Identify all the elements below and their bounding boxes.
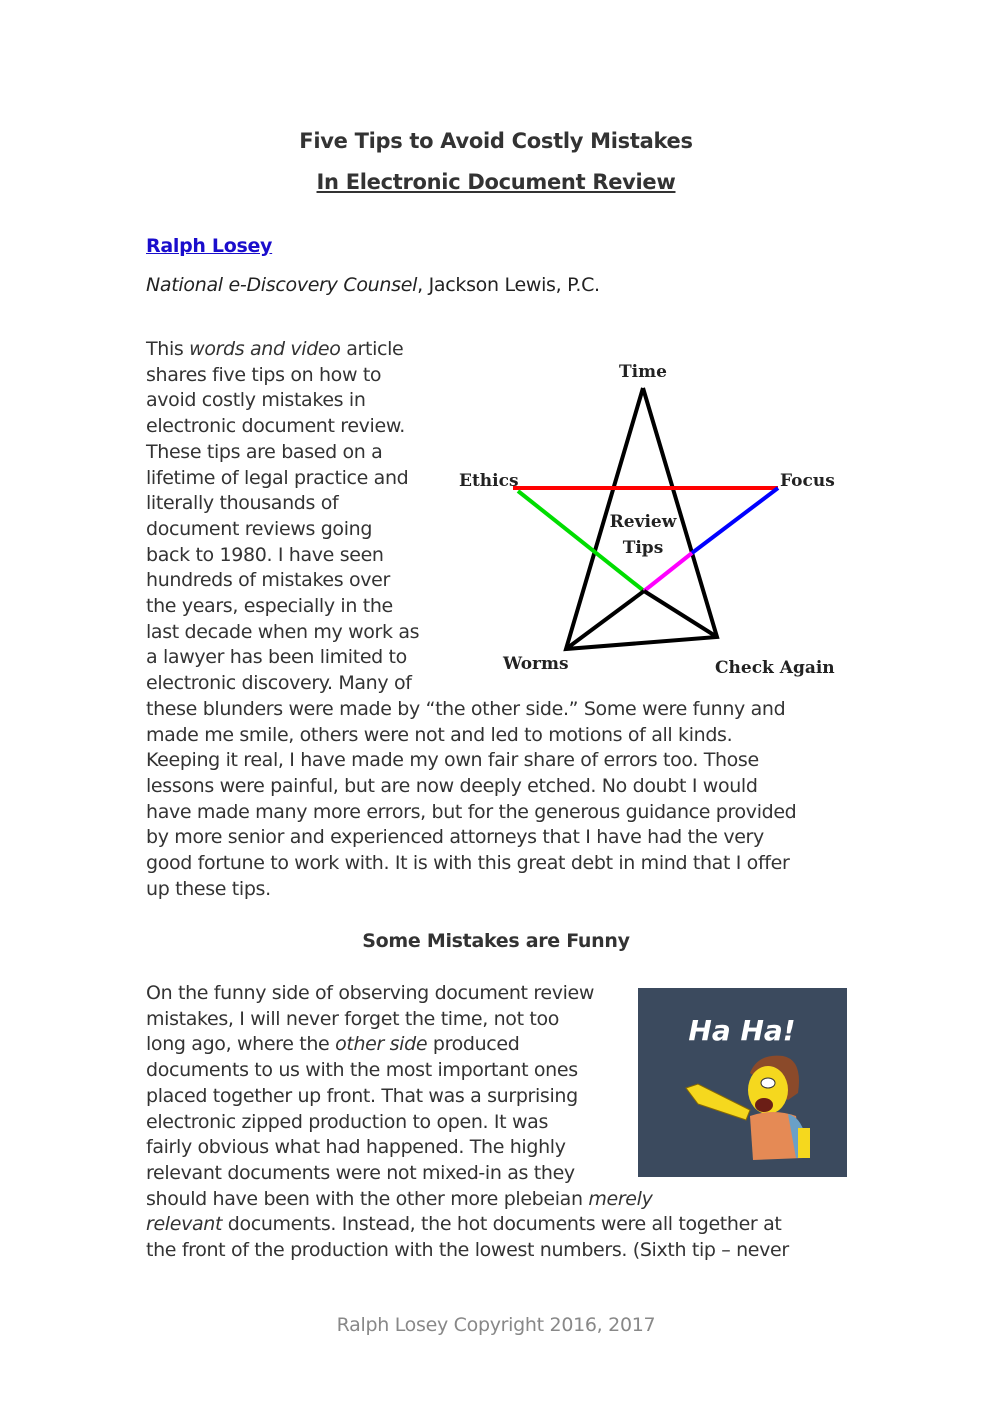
italic-phrase: words and video [189, 338, 341, 360]
text-line: document reviews going [146, 517, 373, 540]
copyright-footer: Ralph Losey Copyright 2016, 2017 [336, 1314, 656, 1336]
text-segment: documents. Instead, the hot documents were all together at [222, 1213, 782, 1236]
star-label-review: Review [609, 512, 677, 532]
text-line [146, 1187, 789, 1213]
text-line: relevant documents were not mixed-in as they [146, 1161, 575, 1184]
text-line: have made many more errors, but for the generous guidance provided [146, 800, 797, 823]
text-line: mistakes, I will never forget the time, not too [146, 1007, 560, 1030]
italic-phrase: merely [588, 1187, 653, 1210]
text-line: placed together up front. That was a surprising [146, 1084, 578, 1107]
affiliation-title: National e-Discovery Counsel [146, 274, 418, 296]
star-label-time: Time [619, 362, 667, 382]
text-line: On the funny side of observing document review [146, 982, 595, 1004]
review-tips-star-diagram [445, 345, 845, 690]
text-line: electronic document review. [146, 415, 405, 438]
text-line: These tips are based on a [146, 440, 383, 463]
text-line: by more senior and experienced attorneys that I have had the very [146, 826, 764, 849]
text-line: literally thousands of [146, 492, 339, 515]
text-line: documents to us with the most important ones [146, 1059, 578, 1082]
text-line: last decade when my work as [146, 620, 420, 643]
text-segment: article [340, 338, 404, 360]
star-label-ethics: Ethics [459, 471, 519, 491]
text-segment: produced [427, 1033, 520, 1056]
star-line-focus-segment [692, 488, 778, 553]
text-line: lessons were painful, but are now deeply etched. No doubt I would [146, 774, 758, 797]
text-line: hundreds of mistakes over [146, 569, 390, 592]
italic-phrase: other side [335, 1033, 428, 1056]
affiliation-firm: , Jackson Lewis, P.C. [417, 274, 600, 296]
star-line-worms [566, 591, 644, 649]
text-segment: This [146, 338, 190, 360]
text-line: electronic discovery. Many of [146, 672, 412, 695]
haha-cartoon-image [638, 988, 847, 1177]
text-line: back to 1980. I have seen [146, 543, 384, 566]
star-line-center-segment [644, 553, 692, 591]
text-line: electronic zipped production to open. It was [146, 1110, 548, 1133]
star-label-focus: Focus [780, 471, 835, 491]
star-label-check-again: Check Again [715, 658, 835, 678]
text-line: a lawyer has been limited to [146, 646, 407, 669]
star-label-worms: Worms [503, 654, 569, 674]
text-line: the years, especially in the [146, 595, 393, 618]
text-line: avoid costly mistakes in [146, 389, 366, 412]
section-heading: Some Mistakes are Funny [362, 930, 630, 952]
author-affiliation [146, 274, 600, 296]
text-segment: long ago, where the [146, 1033, 336, 1056]
text-line: up these tips. [146, 877, 271, 900]
italic-phrase: relevant [146, 1213, 223, 1236]
document-title: Five Tips to Avoid Costly Mistakes [299, 129, 693, 153]
document-subtitle: In Electronic Document Review [316, 170, 676, 194]
star-label-tips: Tips [622, 538, 664, 558]
text-line: the front of the production with the lowest numbers. (Sixth tip – never [146, 1239, 789, 1262]
text-line: made me smile, others were not and led to motions of all kinds. [146, 723, 733, 746]
text-line: lifetime of legal practice and [146, 466, 409, 489]
text-line [146, 1212, 789, 1238]
text-line: Keeping it real, I have made my own fair share of errors too. Those [146, 749, 759, 772]
text-segment: should have been with the other more plebeian [146, 1187, 589, 1210]
text-line: these blunders were made by “the other side.” Some were funny and [146, 697, 786, 720]
haha-text: Ha Ha! [688, 1014, 796, 1047]
text-line: shares five tips on how to [146, 363, 382, 386]
text-line: good fortune to work with. It is with this great debt in mind that I offer [146, 852, 790, 875]
author-link[interactable]: Ralph Losey [146, 235, 273, 257]
text-line: fairly obvious what had happened. The highly [146, 1136, 566, 1159]
